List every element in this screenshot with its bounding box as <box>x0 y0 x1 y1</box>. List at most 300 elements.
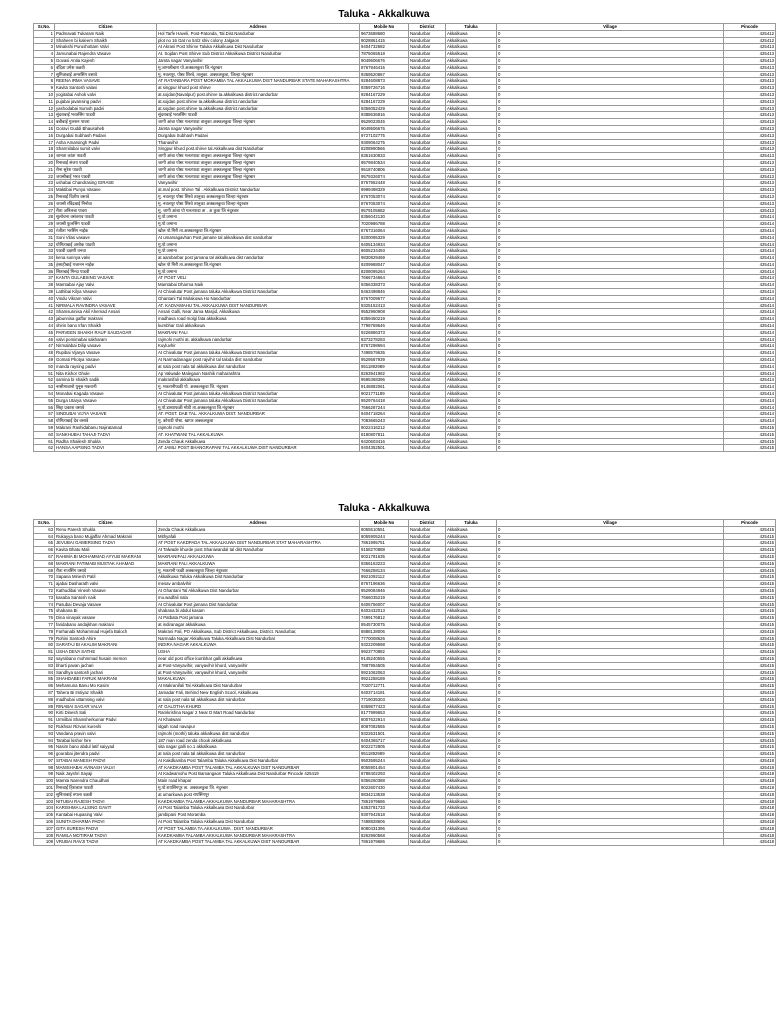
row-citizen: Maktibai Punya Vasave <box>55 187 157 194</box>
row-citizen: PARVEEN SHAIKH RAUF SAUDAGAR <box>55 329 157 336</box>
row-citizen: जानता कांता पाडवी <box>55 153 157 160</box>
row-address: kumbhar Gali akkalkuwa <box>157 323 360 330</box>
row-mobile-no: 7499176812 <box>360 615 409 622</box>
row-mobile-no: 9359726716 <box>360 85 409 92</box>
row-sr-no: 36 <box>34 268 55 275</box>
row-citizen: shirin bano Irfan Shaikh <box>55 323 157 330</box>
table-row <box>34 166 776 173</box>
row-mobile-no: 8007622914 <box>360 717 409 724</box>
row-sr-no: 97 <box>34 757 55 764</box>
row-pincode: 425413 <box>724 166 776 173</box>
row-taluka: Akkalkuwa <box>446 411 497 418</box>
row-citizen: Radha Shailesh Shukla <box>55 438 157 445</box>
row-taluka: Akkalkuwa <box>446 234 497 241</box>
row-mobile-no: 7719035303 <box>360 696 409 703</box>
row-sr-no: 37 <box>34 275 55 282</box>
row-address: At Chivalutar Post jamana Dist Nandurbar <box>157 601 360 608</box>
row-district: Nandurbar <box>409 621 446 628</box>
row-sr-no: 85 <box>34 676 55 683</box>
table-row <box>34 683 776 690</box>
row-sr-no: 11 <box>34 98 55 105</box>
row-citizen: MAKRANI FATIMABI MUSTAK AHAMAD <box>55 560 157 567</box>
table-row <box>34 323 776 330</box>
citizen-table-page-2 <box>33 519 776 846</box>
row-village: 0 <box>497 85 724 92</box>
table-row <box>34 839 776 846</box>
row-village: 0 <box>497 533 724 540</box>
row-district: Nandurbar <box>409 445 446 452</box>
row-district: Nandurbar <box>409 839 446 846</box>
row-mobile-no: 9284608873 <box>360 78 409 85</box>
row-sr-no: 54 <box>34 391 55 398</box>
row-village: 0 <box>497 655 724 662</box>
row-citizen: रंजीता भरसिंग नाईक <box>55 227 157 234</box>
header-district: District <box>409 520 446 527</box>
row-address: USHA <box>157 649 360 656</box>
row-pincode: 425413 <box>724 125 776 132</box>
row-pincode: 425414 <box>724 221 776 228</box>
table-row <box>34 526 776 533</box>
row-citizen: yogitabai Ashok valvi <box>55 91 157 98</box>
row-address: Kuyluvhir <box>157 343 360 350</box>
row-taluka: Akkalkuwa <box>446 329 497 336</box>
row-mobile-no: 9388636916 <box>360 112 409 119</box>
row-village: 0 <box>497 295 724 302</box>
row-pincode: 425415 <box>724 730 776 737</box>
row-pincode: 425415 <box>724 642 776 649</box>
row-mobile-no: 8262960568 <box>360 832 409 839</box>
row-district: Nandurbar <box>409 302 446 309</box>
row-address: AT POST TALAMBA TA.AKKALKUWA . DIST. NANDURBAR <box>157 825 360 832</box>
row-address: Jamadar Fali, Behind New English Scool, Akkalkuwa <box>157 689 360 696</box>
row-district: Nandurbar <box>409 574 446 581</box>
row-district: Nandurbar <box>409 547 446 554</box>
row-citizen: सुनिताबाई रुपला वळवी <box>55 791 157 798</box>
row-village: 0 <box>497 166 724 173</box>
row-sr-no: 69 <box>34 567 55 574</box>
row-taluka: Akkalkuwa <box>446 655 497 662</box>
row-district: Nandurbar <box>409 438 446 445</box>
row-taluka: Akkalkuwa <box>446 146 497 153</box>
row-sr-no: 41 <box>34 302 55 309</box>
table-row <box>34 363 776 370</box>
row-taluka: Akkalkuwa <box>446 343 497 350</box>
table-body <box>34 526 776 845</box>
row-address: मु.पो.जमाना <box>157 241 360 248</box>
row-village: 0 <box>497 696 724 703</box>
row-village: 0 <box>497 615 724 622</box>
row-taluka: Akkalkuwa <box>446 30 497 37</box>
row-taluka: Akkalkuwa <box>446 71 497 78</box>
row-mobile-no: 8351630833 <box>360 153 409 160</box>
table-row <box>34 655 776 662</box>
row-pincode: 425414 <box>724 241 776 248</box>
row-address: at Post-Vanyavihir, vanyavihir khurd, vanyavihir <box>157 669 360 676</box>
row-district: Nandurbar <box>409 785 446 792</box>
row-district: Nandurbar <box>409 723 446 730</box>
row-citizen: Minakshi Purushottam Valvi <box>55 44 157 51</box>
table-row <box>34 689 776 696</box>
row-sr-no: 47 <box>34 343 55 350</box>
row-taluka: Akkalkuwa <box>446 791 497 798</box>
row-village: 0 <box>497 214 724 221</box>
row-mobile-no: 9404732682 <box>360 44 409 51</box>
table-row <box>34 553 776 560</box>
table-row <box>34 64 776 71</box>
row-district: Nandurbar <box>409 635 446 642</box>
table-row <box>34 635 776 642</box>
row-mobile-no: 8055905244 <box>360 533 409 540</box>
row-district: Nandurbar <box>409 744 446 751</box>
table-row <box>34 438 776 445</box>
row-citizen: USHA DEVA SATHE <box>55 649 157 656</box>
row-mobile-no: 9830829469 <box>360 255 409 262</box>
row-citizen: SHAHDABEI FARUK MAKRANI <box>55 676 157 683</box>
row-village: 0 <box>497 98 724 105</box>
row-citizen: VRUBAI RAVJI TADVI <box>55 839 157 846</box>
row-district: Nandurbar <box>409 615 446 622</box>
row-address: जागी आंबा पोस्ट गलतपाडा तालुका अक्कलकुवा जिल्हा नंदुरबार <box>157 119 360 126</box>
row-district: Nandurbar <box>409 649 446 656</box>
row-district: Nandurbar <box>409 64 446 71</box>
row-village: 0 <box>497 275 724 282</box>
table-row <box>34 445 776 452</box>
row-address: Narmada Nagar Akkalkuwa Taluka Akkalkuwa Dist Nandurbar <box>157 635 360 642</box>
row-taluka: Akkalkuwa <box>446 757 497 764</box>
row-address: सुंदराबाई भरतसिंग पाडवी <box>157 112 360 119</box>
row-village: 0 <box>497 302 724 309</box>
row-citizen: SARATAJ BI AKALIM MAKRANI <box>55 642 157 649</box>
row-address: Hol Tarfe Haveli, Post-Patonda, Tal.Dist.Nandurbar <box>157 30 360 37</box>
row-pincode: 425415 <box>724 533 776 540</box>
row-village: 0 <box>497 227 724 234</box>
row-mobile-no: 7770008626 <box>360 635 409 642</box>
table-row <box>34 71 776 78</box>
table-row <box>34 207 776 214</box>
row-pincode: 425415 <box>724 431 776 438</box>
row-sr-no: 94 <box>34 737 55 744</box>
row-village: 0 <box>497 587 724 594</box>
row-citizen: Kavita Santosh valavi <box>55 85 157 92</box>
table-header-row <box>34 24 776 31</box>
row-village: 0 <box>497 397 724 404</box>
row-taluka: Akkalkuwa <box>446 601 497 608</box>
row-sr-no: 93 <box>34 730 55 737</box>
row-sr-no: 56 <box>34 404 55 411</box>
row-village: 0 <box>497 153 724 160</box>
row-pincode: 425415 <box>724 744 776 751</box>
row-pincode: 425415 <box>724 669 776 676</box>
row-pincode: 425413 <box>724 98 776 105</box>
row-taluka: Akkalkuwa <box>446 139 497 146</box>
row-address: KAKDKAMBA TALAMBA AKKALKUWA NANDURBAR MAHARASHTRA <box>157 832 360 839</box>
row-pincode: 425414 <box>724 261 776 268</box>
row-taluka: Akkalkuwa <box>446 255 497 262</box>
row-mobile-no: 9921092112 <box>360 574 409 581</box>
row-village: 0 <box>497 207 724 214</box>
row-village: 0 <box>497 370 724 377</box>
row-taluka: Akkalkuwa <box>446 608 497 615</box>
row-mobile-no: 8403432013 <box>360 608 409 615</box>
row-pincode: 425418 <box>724 764 776 771</box>
row-sr-no: 65 <box>34 540 55 547</box>
row-sr-no: 106 <box>34 819 55 826</box>
row-village: 0 <box>497 737 724 744</box>
row-citizen: Rukhsar Rizvan kureshi <box>55 723 157 730</box>
row-taluka: Akkalkuwa <box>446 560 497 567</box>
table-row <box>34 581 776 588</box>
row-mobile-no: 8080431396 <box>360 825 409 832</box>
row-address: मु.पो.जमाना <box>157 248 360 255</box>
row-address: At Chivalutar Post jamana taluka Akkalkuwa District Nandurbar <box>157 289 360 296</box>
row-district: Nandurbar <box>409 30 446 37</box>
row-district: Nandurbar <box>409 91 446 98</box>
row-address: Jamta nagar Vanyavihir <box>157 125 360 132</box>
table-row <box>34 669 776 676</box>
row-sr-no: 58 <box>34 418 55 425</box>
table-row <box>34 431 776 438</box>
row-district: Nandurbar <box>409 166 446 173</box>
table-row <box>34 540 776 547</box>
row-district: Nandurbar <box>409 805 446 812</box>
row-address: At Patbata Post jamana <box>157 615 360 622</box>
row-address: At umarsagavhan Post jamane tal akkalkuwa dist nandurbar <box>157 234 360 241</box>
row-village: 0 <box>497 329 724 336</box>
table-row <box>34 676 776 683</box>
row-sr-no: 43 <box>34 316 55 323</box>
table-row <box>34 275 776 282</box>
row-sr-no: 63 <box>34 526 55 533</box>
row-citizen: NITUBAI RAJESH TADVI <box>55 798 157 805</box>
page-2-title: Taluka - Akkalkuwa <box>338 503 430 514</box>
row-district: Nandurbar <box>409 207 446 214</box>
row-pincode: 425418 <box>724 819 776 826</box>
citizen-table-page-1 <box>33 23 776 452</box>
row-district: Nandurbar <box>409 112 446 119</box>
row-village: 0 <box>497 363 724 370</box>
row-taluka: Akkalkuwa <box>446 268 497 275</box>
row-village: 0 <box>497 234 724 241</box>
row-mobile-no: 7798769646 <box>360 323 409 330</box>
row-district: Nandurbar <box>409 391 446 398</box>
row-taluka: Akkalkuwa <box>446 51 497 58</box>
row-village: 0 <box>497 560 724 567</box>
row-sr-no: 59 <box>34 425 55 432</box>
row-citizen: gourabai jitendra padvi <box>55 751 157 758</box>
row-pincode: 425414 <box>724 336 776 343</box>
row-taluka: Akkalkuwa <box>446 540 497 547</box>
table-row <box>34 78 776 85</box>
row-taluka: Akkalkuwa <box>446 526 497 533</box>
row-village: 0 <box>497 662 724 669</box>
row-mobile-no: 9403714181 <box>360 689 409 696</box>
row-sr-no: 67 <box>34 553 55 560</box>
row-taluka: Akkalkuwa <box>446 166 497 173</box>
row-pincode: 425415 <box>724 717 776 724</box>
header-citizen: Citizen <box>55 520 157 527</box>
row-address: AT. KHATWANI TAL AKKALKUWA <box>157 431 360 438</box>
row-address: Ansari Galli, Near Jama Masjid, Akkalkuwa <box>157 309 360 316</box>
row-citizen: REENA IRMA VASAVE <box>55 78 157 85</box>
row-mobile-no: 9356052429 <box>360 105 409 112</box>
row-pincode: 425414 <box>724 295 776 302</box>
table-row <box>34 391 776 398</box>
row-pincode: 425418 <box>724 805 776 812</box>
row-village: 0 <box>497 125 724 132</box>
row-taluka: Akkalkuwa <box>446 418 497 425</box>
table-body <box>34 30 776 451</box>
row-pincode: 425415 <box>724 655 776 662</box>
row-sr-no: 89 <box>34 703 55 710</box>
row-pincode: 425415 <box>724 574 776 581</box>
row-sr-no: 55 <box>34 397 55 404</box>
row-district: Nandurbar <box>409 105 446 112</box>
row-citizen: Vandana pravin valvi <box>55 730 157 737</box>
row-address: Main road khapar <box>157 778 360 785</box>
row-citizen: रिनाबाई संजय पाडवी <box>55 159 157 166</box>
table-row <box>34 798 776 805</box>
row-mobile-no: 9021781635 <box>360 553 409 560</box>
row-district: Nandurbar <box>409 696 446 703</box>
table-row <box>34 662 776 669</box>
table-row <box>34 370 776 377</box>
table-row <box>34 384 776 391</box>
row-sr-no: 23 <box>34 180 55 187</box>
row-sr-no: 105 <box>34 812 55 819</box>
row-citizen: ajabai Dasharath valvi <box>55 581 157 588</box>
table-row <box>34 268 776 275</box>
row-address: at.sojdan post.shirve ta.akkalkuwa district.nandurbar <box>157 98 360 105</box>
row-village: 0 <box>497 669 724 676</box>
row-pincode: 425415 <box>724 445 776 452</box>
row-taluka: Akkalkuwa <box>446 261 497 268</box>
row-village: 0 <box>497 594 724 601</box>
row-village: 0 <box>497 159 724 166</box>
row-citizen: faridabano andajkhan makrani <box>55 621 157 628</box>
row-sr-no: 90 <box>34 710 55 717</box>
row-address: mu.wadfali nala <box>157 594 360 601</box>
table-header-row <box>34 520 776 527</box>
row-pincode: 425414 <box>724 343 776 350</box>
row-pincode: 425418 <box>724 791 776 798</box>
row-village: 0 <box>497 384 724 391</box>
row-pincode: 425414 <box>724 248 776 255</box>
row-sr-no: 80 <box>34 642 55 649</box>
row-taluka: Akkalkuwa <box>446 377 497 384</box>
table-row <box>34 125 776 132</box>
row-citizen: रीता अनिलबा पावरा <box>55 207 157 214</box>
row-mobile-no: 9420603416 <box>360 438 409 445</box>
row-mobile-no: 9405756007 <box>360 601 409 608</box>
row-taluka: Akkalkuwa <box>446 730 497 737</box>
row-citizen: Lathibai Kilya Vasave <box>55 289 157 296</box>
row-citizen: Makrani Rashidabanu Najiratamad <box>55 425 157 432</box>
table-row <box>34 214 776 221</box>
row-citizen: Sharmilabai sumit valvi <box>55 146 157 153</box>
row-sr-no: 73 <box>34 594 55 601</box>
row-village: 0 <box>497 723 724 730</box>
table-row <box>34 377 776 384</box>
row-district: Nandurbar <box>409 418 446 425</box>
row-address: near old post office kumbhar galli akkalkuwa <box>157 655 360 662</box>
row-sr-no: 4 <box>34 51 55 58</box>
row-village: 0 <box>497 105 724 112</box>
row-district: Nandurbar <box>409 526 446 533</box>
row-citizen: Padmavati Tukaram Naik <box>55 30 157 37</box>
row-village: 0 <box>497 601 724 608</box>
row-taluka: Akkalkuwa <box>446 805 497 812</box>
row-pincode: 425415 <box>724 649 776 656</box>
row-village: 0 <box>497 248 724 255</box>
row-address: At Akrani Post Shirve Taluka Akkalkuwa Dist Nandurbar <box>157 44 360 51</box>
row-taluka: Akkalkuwa <box>446 431 497 438</box>
row-address: at nala post nala tal akkalkuwa dist nandurbar <box>157 696 360 703</box>
row-village: 0 <box>497 744 724 751</box>
row-district: Nandurbar <box>409 261 446 268</box>
row-citizen: रीना सुरेश पाडवी <box>55 166 157 173</box>
table-row <box>34 418 776 425</box>
row-pincode: 425415 <box>724 594 776 601</box>
table-row <box>34 717 776 724</box>
table-row <box>34 30 776 37</box>
table-row <box>34 621 776 628</box>
row-district: Nandurbar <box>409 567 446 574</box>
row-pincode: 425415 <box>724 547 776 554</box>
row-district: Nandurbar <box>409 411 446 418</box>
row-district: Nandurbar <box>409 98 446 105</box>
table-row <box>34 85 776 92</box>
row-address: AT POST KAKDPADA TAL AKKALKUWA DIST NANDURBAR STAT MAHARASHTRA <box>157 540 360 547</box>
row-village: 0 <box>497 710 724 717</box>
row-district: Nandurbar <box>409 655 446 662</box>
row-village: 0 <box>497 730 724 737</box>
row-village: 0 <box>497 628 724 635</box>
row-pincode: 425413 <box>724 71 776 78</box>
row-mobile-no: 7666258134 <box>360 567 409 574</box>
row-village: 0 <box>497 683 724 690</box>
row-sr-no: 83 <box>34 662 55 669</box>
table-row <box>34 248 776 255</box>
row-sr-no: 86 <box>34 683 55 690</box>
row-pincode: 425414 <box>724 411 776 418</box>
row-address: at Post-Vanyavihir, vanyavihir khurd, vanyavihir <box>157 662 360 669</box>
row-pincode: 425413 <box>724 132 776 139</box>
row-village: 0 <box>497 119 724 126</box>
row-district: Nandurbar <box>409 676 446 683</box>
row-taluka: Akkalkuwa <box>446 248 497 255</box>
row-district: Nandurbar <box>409 737 446 744</box>
row-village: 0 <box>497 51 724 58</box>
row-taluka: Akkalkuwa <box>446 839 497 846</box>
row-mobile-no: 7875065518 <box>360 51 409 58</box>
row-pincode: 425415 <box>724 751 776 758</box>
row-citizen: manda raysing padvi <box>55 363 157 370</box>
row-address: makranifali akkalkuwa <box>157 377 360 384</box>
row-address: at nala post nala tal akkalkuwa dist nandurbar <box>157 363 360 370</box>
row-pincode: 425414 <box>724 418 776 425</box>
row-address: At Chivalutar Post jamana taluka Akkalkuwa District Nandurbar <box>157 350 360 357</box>
row-sr-no: 35 <box>34 261 55 268</box>
row-citizen: HANSA AAPSING TADVI <box>55 445 157 452</box>
row-mobile-no: 9284167229 <box>360 98 409 105</box>
row-citizen: Rupibai Vijarya Vasave <box>55 350 157 357</box>
row-taluka: Akkalkuwa <box>446 445 497 452</box>
row-district: Nandurbar <box>409 560 446 567</box>
table-row <box>34 628 776 635</box>
row-pincode: 425413 <box>724 119 776 126</box>
row-mobile-no: 8263941982 <box>360 370 409 377</box>
row-citizen: RAMILA MOTIRAM TADVI <box>55 832 157 839</box>
